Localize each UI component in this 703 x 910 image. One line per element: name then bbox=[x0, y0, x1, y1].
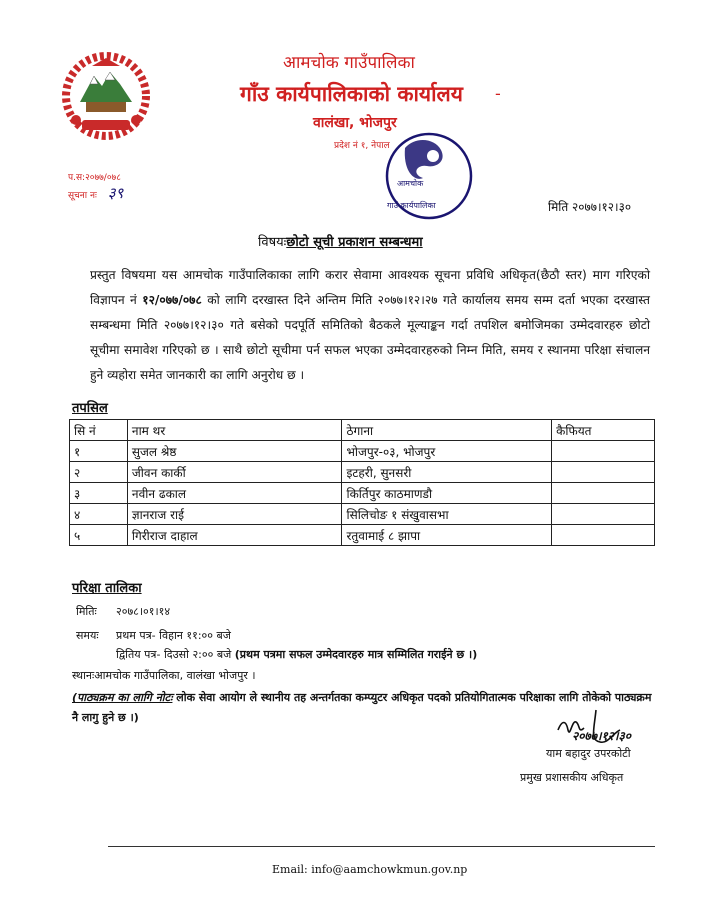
cell-address: भोजपुर-०३, भोजपुर bbox=[342, 441, 552, 462]
signatory-name: याम बहादुर उपरकोटी bbox=[546, 747, 631, 760]
body-part2: को लागि दरखास्त दिने अन्तिम मिति २०७७।१२।२७ गते कार्यालय समय सम्म दर्ता भएका दरखास्त सम्बन्धमा मिति २०७७।१२।३० गते बसेको पदपूर्ति समितिको बैठकले मूल्याङ्कन गर्दा तपशिल बमोजिमका उम्मेदवारहरु छोटो सूचीमा समावेश गरिएको छ । साथै छोटो सूचीमा पर्न सफल भएका उम्मेदवारहरुको निम्न मिति, समय र स्थानमा परिक्षा संचालन हुने व्यहोरा समेत जानकारी का लागि अनुरोध छ । bbox=[90, 293, 650, 382]
cell-name: ज्ञानराज राई bbox=[127, 504, 342, 525]
notice-number-row bbox=[68, 183, 123, 203]
body-paragraph bbox=[90, 263, 650, 388]
cell-sn: ५ bbox=[70, 525, 128, 546]
table-row bbox=[70, 441, 655, 462]
col-header-address: ठेगाना bbox=[342, 420, 552, 441]
office-location: वालंखा, भोजपुर bbox=[313, 115, 397, 131]
ad-number: १२/०७७/०७८ bbox=[142, 293, 202, 307]
exam-heading: परिक्षा तालिका bbox=[72, 581, 142, 596]
exam-date-value: २०७८।०१।१४ bbox=[116, 605, 171, 618]
subject-label: विषयः bbox=[258, 235, 287, 250]
fiscal-year-ref: प.स:२०७७/०७८ bbox=[68, 173, 121, 183]
table-row bbox=[70, 462, 655, 483]
cell-name: नवीन ढकाल bbox=[127, 483, 342, 504]
subject-line bbox=[258, 232, 423, 250]
cell-address: किर्तिपुर काठमाणडौ bbox=[342, 483, 552, 504]
cell-sn: १ bbox=[70, 441, 128, 462]
letter-date: मिति २०७७।१२।३० bbox=[548, 200, 632, 214]
cell-remarks bbox=[552, 462, 655, 483]
syllabus-label: (पाठ्यक्रम का लागि नोटः bbox=[72, 691, 173, 704]
office-title: गाँउ कार्यपालिकाको कार्यालय bbox=[240, 82, 463, 106]
notice-number: ३९ bbox=[107, 184, 124, 202]
cell-remarks bbox=[552, 525, 655, 546]
municipality-name: आमचोक गाउँपालिका bbox=[283, 53, 415, 73]
table-row bbox=[70, 504, 655, 525]
exam-paper2-note: (प्रथम पत्रमा सफल उम्मेदवारहरु मात्र सम्मिलित गराईने छ ।) bbox=[234, 648, 478, 661]
col-header-name: नाम थर bbox=[127, 420, 342, 441]
cell-sn: २ bbox=[70, 462, 128, 483]
cell-remarks bbox=[552, 504, 655, 525]
shortlist-table bbox=[69, 419, 655, 546]
cell-name: जीवन कार्की bbox=[127, 462, 342, 483]
body-part1: प्रस्तुत विषयमा यस आमचोक गाउँपालिकाका लागि करार सेवामा आवश्यक सूचना प्रविधि अधिकृत(छैठौ स्तर) माग गरिएको विज्ञापन नं bbox=[90, 268, 650, 307]
cell-remarks bbox=[552, 483, 655, 504]
cell-address: इटहरी, सुनसरी bbox=[342, 462, 552, 483]
cell-address: सिलिचोङ १ संखुवासभा bbox=[342, 504, 552, 525]
cell-address: रतुवामाई ८ झापा bbox=[342, 525, 552, 546]
cell-sn: ३ bbox=[70, 483, 128, 504]
table-row bbox=[70, 483, 655, 504]
table-row bbox=[70, 525, 655, 546]
footer-divider bbox=[108, 846, 655, 847]
subject-text: छोटो सूची प्रकाशन सम्बन्धमा bbox=[286, 235, 423, 250]
cell-sn: ४ bbox=[70, 504, 128, 525]
exam-paper2: द्वितिय पत्र- दिउसो २:०० बजे bbox=[116, 648, 232, 661]
cell-remarks bbox=[552, 441, 655, 462]
col-header-remarks: कैफियत bbox=[552, 420, 655, 441]
cell-name: सुजल श्रेष्ठ bbox=[127, 441, 342, 462]
col-header-sn: सि नं bbox=[70, 420, 128, 441]
office-stamp-icon bbox=[375, 128, 483, 224]
exam-date-label: मितिः bbox=[76, 605, 97, 618]
signatory-designation: प्रमुख प्रशासकीय अधिकृत bbox=[520, 771, 624, 784]
schedule-heading: तपसिल bbox=[72, 401, 108, 416]
table-header-row bbox=[70, 420, 655, 441]
province-label: प्रदेश नं १, नेपाल bbox=[334, 141, 390, 151]
exam-paper1: प्रथम पत्र- विहान ११:०० बजे bbox=[116, 629, 231, 642]
nepal-emblem-icon bbox=[62, 50, 150, 142]
header-dash: - bbox=[495, 84, 501, 103]
footer-email: Email: info@aamchowkmun.gov.np bbox=[272, 863, 468, 876]
exam-paper2-row bbox=[116, 647, 477, 662]
signature-date: २०७७।१२।३० bbox=[572, 729, 632, 743]
stamp-text-bottom: गाउँ कार्यपालिका bbox=[387, 201, 436, 210]
cell-name: गिरीराज दाहाल bbox=[127, 525, 342, 546]
exam-venue: स्थानःआमचोक गाउँपालिका, वालंखा भोजपुर । bbox=[72, 669, 256, 682]
notice-number-label: सूचना नः bbox=[68, 191, 97, 201]
exam-time-label: समयः bbox=[76, 629, 99, 642]
stamp-text-top: आमचोक bbox=[397, 179, 424, 188]
syllabus-text: लोक सेवा आयोग ले स्थानीय तह अन्तर्गतका कम्प्युटर अधिकृत पदको प्रतियोगितात्मक परिक्षाका लागि तोकेको पाठ्यक्रम नै लागु हुने छ ।) bbox=[72, 691, 652, 724]
